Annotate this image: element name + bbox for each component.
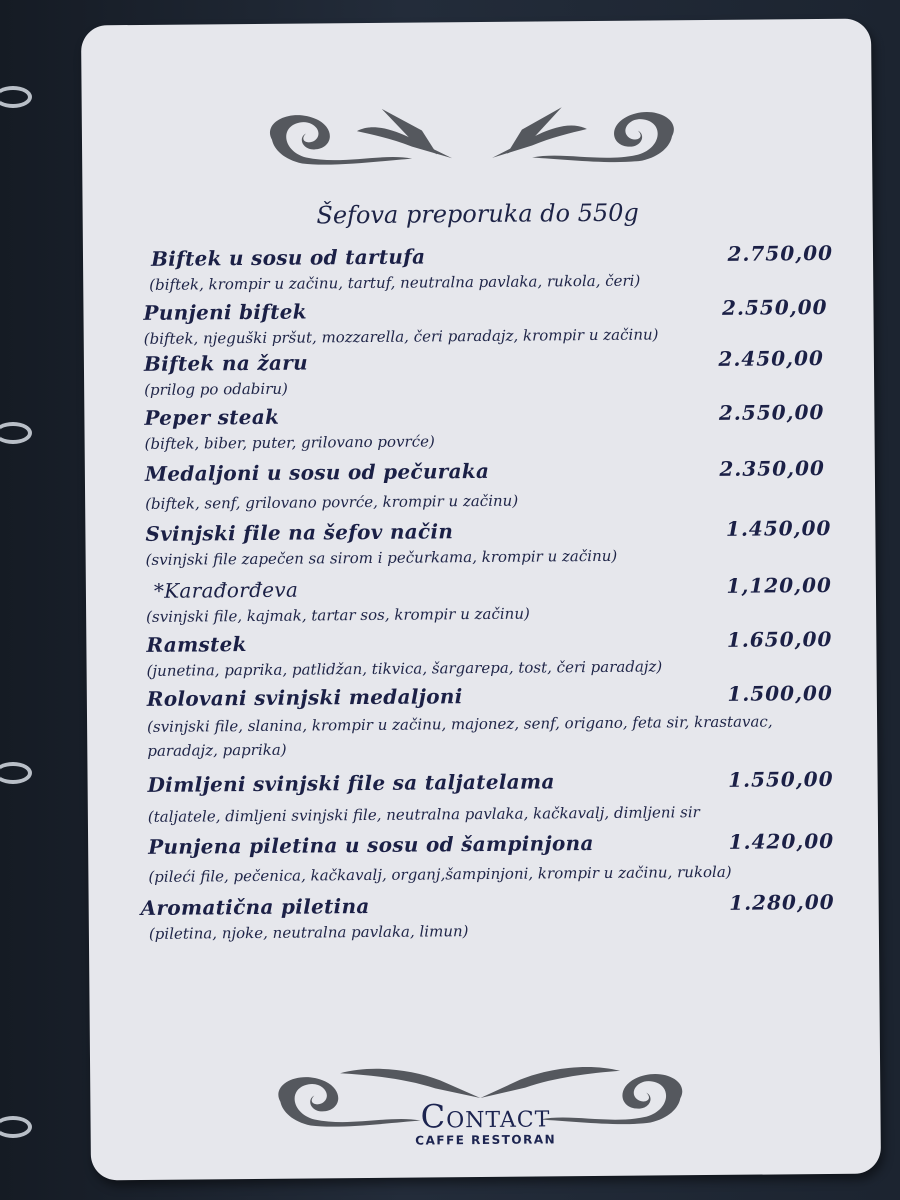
menu-item-name: Ramstek [146,631,247,657]
menu-item [146,680,833,763]
menu-item-description: (biftek, njeguški pršut, mozzarella, čeri paradajz, krompir u začinu) [143,325,659,349]
restaurant-logo [90,1094,880,1151]
menu-item-price: 1,120,00 [726,572,832,598]
logo-name: Contact [420,1096,551,1136]
menu-item-name: Punjena piletina u sosu od šampinjona [148,831,594,860]
menu-item-price: 2.550,00 [721,295,828,321]
menu-item-name: Svinjski file na šefov način [145,519,454,547]
menu-item [146,626,833,681]
menu-item-description: (piletina, njoke, neutralna pavlaka, limun) [148,921,469,943]
menu-item-price: 1.650,00 [726,626,833,652]
menu-item-name: Medaljoni u sosu od pečuraka [144,458,490,486]
menu-item [147,766,834,827]
menu-item-name: *Karađorđeva [153,577,299,603]
menu-item-name: Aromatična piletina [140,893,370,920]
menu-item-description: (biftek, krompir u začinu, tartuf, neutralna pavlaka, rukola, čeri) [149,271,641,294]
menu-item [145,516,832,570]
menu-item-description: (svinjski file, slanina, krompir u začinu, majonez, senf, origano, feta sir, krastavac, paradajz, paprika) [147,712,773,760]
menu-item-description: (biftek, biber, puter, grilovano povrće) [144,432,435,453]
menu-item-description: (svinjski file, kajmak, tartar sos, krompir u začinu) [146,604,530,626]
menu-item [144,345,824,399]
top-ornament-icon [262,98,683,172]
menu-page [81,19,881,1181]
menu-item-description: (taljatele, dimljeni svinjski file, neutralna pavlaka, kačkavalj, dimljeni sir [147,803,700,826]
menu-item-name: Peper steak [144,404,280,430]
menu-item-price: 1.500,00 [727,680,833,706]
menu-item-price: 1.280,00 [729,889,835,915]
menu-item [144,400,824,454]
menu-item-price: 1.420,00 [728,829,835,855]
logo-subtitle: CAFFE RESTORAN [415,1132,557,1148]
menu-item-name: Punjeni biftek [143,299,307,326]
menu-item-description: (biftek, senf, grilovano povrće, krompir u začinu) [145,491,519,513]
menu-item-description: (junetina, paprika, patlidžan, tikvica, šargarepa, tost, čeri paradajz) [146,657,663,680]
menu-item-price: 1.550,00 [728,766,834,792]
menu-item-price: 2.550,00 [718,399,825,425]
menu-section-title: Šefova preporuka do 550g [316,198,639,230]
menu-item-name: Dimljeni svinjski file sa taljatelama [147,769,555,797]
menu-item [146,572,832,626]
menu-item [143,240,834,295]
menu-item-list [140,240,835,948]
menu-item-price: 2.750,00 [727,240,834,266]
menu-item [145,456,825,514]
menu-item [140,889,835,943]
menu-item-price: 2.450,00 [718,345,825,371]
menu-item [143,295,828,349]
menu-item-description: (pileći file, pečenica, kačkavalj, organj,šampinjoni, krompir u začinu, rukola) [148,863,732,887]
menu-item-description: (prilog po odabiru) [144,379,288,399]
menu-item-price: 2.350,00 [719,455,825,481]
menu-item [148,829,835,887]
menu-item-price: 1.450,00 [725,516,832,542]
menu-item-name: Rolovani svinjski medaljoni [146,684,463,711]
menu-item-name: Biftek na žaru [143,350,308,376]
menu-item-name: Biftek u sosu od tartufa [150,244,426,271]
menu-item-description: (svinjski file zapečen sa sirom i pečurkama, krompir u začinu) [145,547,618,570]
